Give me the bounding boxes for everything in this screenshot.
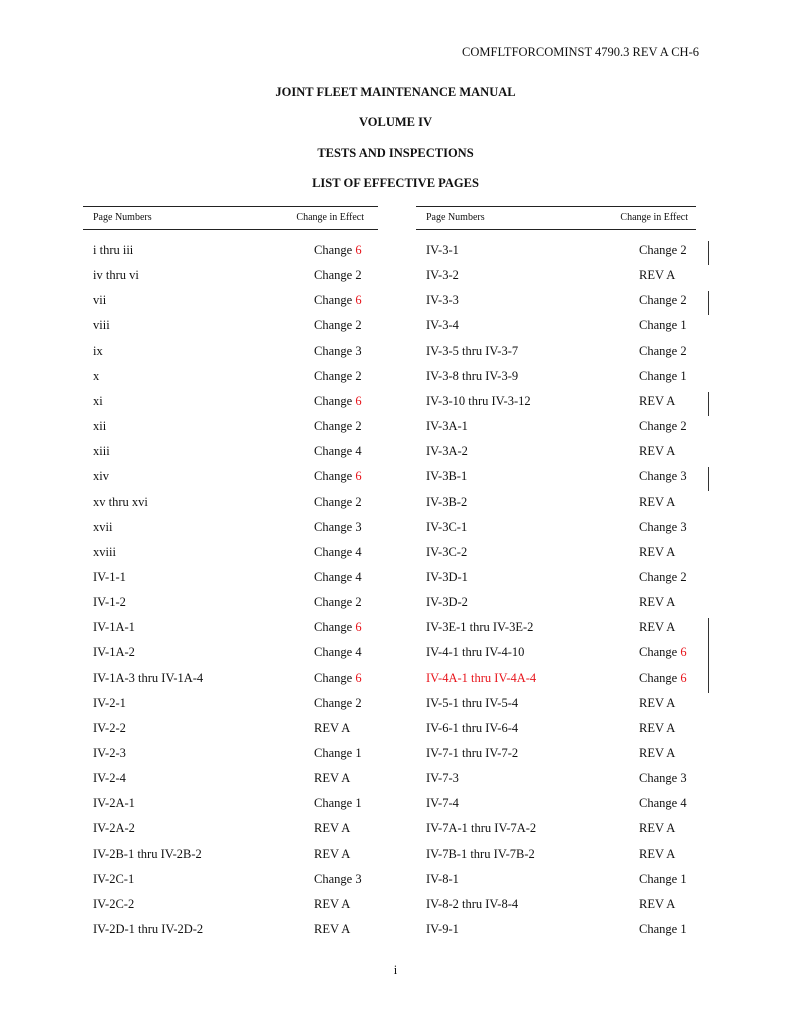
list-item — [83, 696, 378, 716]
change-status — [314, 545, 362, 560]
change-label: REV A — [314, 846, 351, 861]
list-item — [416, 595, 696, 615]
page-range: IV-4-1 thru IV-4-10 — [426, 645, 525, 660]
change-status — [639, 821, 675, 836]
change-label: REV A — [639, 720, 676, 735]
list-item — [416, 721, 696, 741]
change-status — [639, 746, 675, 761]
document-header: COMFLTFORCOMINST 4790.3 REV A CH-6 — [462, 45, 699, 59]
list-title: LIST OF EFFECTIVE PAGES — [312, 176, 479, 190]
change-label: REV A — [314, 922, 351, 937]
change-status — [314, 746, 362, 761]
change-status — [314, 922, 350, 937]
change-status — [314, 796, 362, 811]
change-number: 2 — [680, 419, 687, 434]
change-status — [639, 922, 687, 937]
change-status — [314, 520, 362, 535]
list-item — [416, 520, 696, 540]
page-numbers-heading: Page Numbers — [426, 212, 485, 223]
list-item — [416, 922, 696, 942]
change-label: Change — [639, 796, 678, 811]
change-status — [639, 293, 687, 308]
change-label: Change — [314, 293, 353, 308]
list-item — [83, 293, 378, 313]
change-number: 3 — [680, 469, 687, 484]
change-status — [639, 444, 675, 459]
page-range: IV-3C-1 — [426, 519, 468, 534]
change-label: Change — [314, 544, 353, 559]
change-number: 6 — [355, 243, 362, 257]
change-number: 3 — [355, 519, 362, 534]
list-item — [83, 545, 378, 565]
list-item — [416, 469, 696, 489]
page-range: IV-8-2 thru IV-8-4 — [426, 896, 519, 911]
change-number: 1 — [355, 796, 362, 811]
page-range: iv thru vi — [93, 268, 139, 283]
list-item — [83, 394, 378, 414]
list-item — [416, 897, 696, 917]
change-label: Change — [314, 243, 353, 257]
change-status — [314, 721, 350, 736]
change-status — [639, 796, 687, 811]
change-label: REV A — [639, 846, 676, 861]
change-label: Change — [314, 519, 353, 534]
change-label: Change — [314, 368, 353, 383]
change-status — [314, 645, 362, 660]
change-label: Change — [314, 419, 353, 434]
list-item — [83, 746, 378, 766]
change-status — [314, 872, 362, 887]
change-number: 1 — [355, 746, 362, 760]
change-status — [639, 620, 675, 635]
page-range: IV-8-1 — [426, 871, 459, 886]
change-status — [314, 469, 362, 484]
change-label: Change — [314, 393, 353, 408]
list-item — [83, 922, 378, 942]
page-range: IV-1A-3 thru IV-1A-4 — [93, 670, 204, 685]
change-label: Change — [314, 620, 353, 635]
change-label: REV A — [639, 620, 676, 635]
change-label: Change — [639, 645, 678, 660]
change-number: 3 — [680, 771, 687, 786]
change-status — [639, 671, 687, 686]
change-label: Change — [639, 922, 678, 937]
change-label: Change — [639, 368, 678, 383]
change-bar — [708, 618, 709, 693]
change-status — [314, 620, 362, 635]
change-number: 4 — [355, 645, 362, 660]
list-item — [416, 444, 696, 464]
change-number: 2 — [355, 268, 362, 283]
list-item — [83, 268, 378, 288]
change-status — [639, 419, 687, 434]
change-number: 6 — [355, 620, 362, 635]
change-number: 4 — [355, 444, 362, 459]
change-number: 1 — [680, 922, 687, 937]
page-range: IV-1-2 — [93, 595, 126, 610]
list-item — [416, 268, 696, 288]
change-in-effect-heading: Change in Effect — [296, 212, 364, 223]
page-range: IV-7A-1 thru IV-7A-2 — [426, 821, 537, 836]
change-label: REV A — [639, 896, 676, 911]
change-status — [314, 847, 350, 862]
change-number: 4 — [680, 796, 687, 811]
list-item — [416, 318, 696, 338]
page-range: IV-5-1 thru IV-5-4 — [426, 695, 519, 710]
change-status — [639, 771, 687, 786]
change-number: 3 — [355, 871, 362, 886]
change-status — [314, 419, 362, 434]
change-status — [314, 444, 362, 459]
page-range: ix — [93, 343, 103, 358]
list-item — [416, 293, 696, 313]
change-status — [639, 645, 687, 660]
change-label: Change — [639, 293, 678, 308]
list-item — [83, 495, 378, 515]
manual-title: JOINT FLEET MAINTENANCE MANUAL — [275, 85, 516, 99]
change-label: Change — [314, 469, 353, 484]
list-item — [416, 369, 696, 389]
change-status — [314, 821, 350, 836]
page-range: IV-3-1 — [426, 243, 459, 257]
page-numbers-heading: Page Numbers — [93, 212, 152, 223]
change-label: Change — [639, 469, 678, 484]
change-label: Change — [314, 695, 353, 710]
list-item — [83, 771, 378, 791]
list-item — [416, 821, 696, 841]
change-label: REV A — [639, 494, 676, 509]
change-number: 6 — [680, 670, 687, 685]
page-range: IV-7-1 thru IV-7-2 — [426, 746, 519, 760]
page-range: xiv — [93, 469, 109, 484]
change-status — [314, 897, 350, 912]
list-item — [83, 847, 378, 867]
page-range: IV-3D-1 — [426, 569, 468, 584]
change-status — [314, 293, 362, 308]
page-range: IV-9-1 — [426, 922, 459, 937]
change-number: 2 — [355, 368, 362, 383]
page-range: IV-2-1 — [93, 695, 126, 710]
list-item — [416, 545, 696, 565]
page-range: IV-3-8 thru IV-3-9 — [426, 368, 519, 383]
page-range: IV-3-2 — [426, 268, 459, 283]
list-item — [83, 620, 378, 640]
page-range: IV-2B-1 thru IV-2B-2 — [93, 846, 202, 861]
change-status — [314, 570, 362, 585]
list-item — [416, 570, 696, 590]
page-range: IV-2D-1 thru IV-2D-2 — [93, 922, 204, 937]
change-number: 2 — [355, 595, 362, 610]
change-label: REV A — [314, 821, 351, 836]
change-status — [639, 268, 675, 283]
list-item — [416, 771, 696, 791]
change-number: 2 — [680, 293, 687, 308]
change-label: REV A — [639, 393, 676, 408]
change-label: Change — [314, 871, 353, 886]
list-item — [83, 243, 378, 263]
page-range: IV-2A-2 — [93, 821, 135, 836]
page-range: xii — [93, 419, 107, 434]
page-range: IV-2-4 — [93, 771, 126, 786]
change-status — [639, 495, 675, 510]
change-label: REV A — [314, 720, 351, 735]
list-item — [416, 746, 696, 766]
page-range: xvii — [93, 519, 113, 534]
page-range: IV-1-1 — [93, 569, 126, 584]
left-column — [83, 206, 378, 937]
change-label: Change — [314, 595, 353, 610]
change-label: Change — [314, 268, 353, 283]
change-label: Change — [314, 343, 353, 358]
subject-title: TESTS AND INSPECTIONS — [317, 146, 474, 160]
change-number: 2 — [355, 695, 362, 710]
change-number: 3 — [680, 519, 687, 534]
page-range: IV-7-3 — [426, 771, 459, 786]
change-label: REV A — [639, 746, 676, 760]
change-label: Change — [314, 796, 353, 811]
change-label: REV A — [639, 821, 676, 836]
change-bar — [708, 291, 709, 315]
list-item — [416, 243, 696, 263]
change-number: 4 — [355, 569, 362, 584]
list-item — [416, 847, 696, 867]
page-range: IV-3-10 thru IV-3-12 — [426, 393, 531, 408]
change-label: Change — [314, 746, 353, 760]
change-label: REV A — [639, 444, 676, 459]
change-status — [639, 897, 675, 912]
right-column — [416, 206, 696, 937]
change-status — [639, 520, 687, 535]
page-range: IV-2A-1 — [93, 796, 135, 811]
list-item — [83, 344, 378, 364]
change-status — [314, 696, 362, 711]
change-status — [639, 595, 675, 610]
change-status — [314, 771, 350, 786]
change-label: REV A — [639, 595, 676, 610]
page-range: xv thru xvi — [93, 494, 148, 509]
change-number: 6 — [355, 670, 362, 685]
page-range: IV-2C-2 — [93, 896, 135, 911]
page-range: IV-3D-2 — [426, 595, 468, 610]
change-label: Change — [314, 494, 353, 509]
list-item — [83, 645, 378, 665]
change-status — [639, 721, 675, 736]
page-range: IV-3B-1 — [426, 469, 468, 484]
page-range: IV-1A-1 — [93, 620, 135, 635]
list-item — [83, 595, 378, 615]
change-bar — [708, 467, 709, 491]
left-column-header — [83, 206, 378, 230]
list-item — [83, 796, 378, 816]
change-number: 1 — [680, 871, 687, 886]
list-item — [83, 821, 378, 841]
list-item — [416, 344, 696, 364]
change-status — [639, 369, 687, 384]
page-range: IV-3-5 thru IV-3-7 — [426, 343, 519, 358]
page-range: xi — [93, 393, 103, 408]
page-range: IV-3A-2 — [426, 444, 468, 459]
page-range: IV-6-1 thru IV-6-4 — [426, 720, 519, 735]
page-range: IV-2-2 — [93, 720, 126, 735]
page-number: i — [393, 963, 398, 977]
change-status — [639, 394, 675, 409]
page-range: x — [93, 368, 100, 383]
change-label: Change — [314, 318, 353, 333]
list-item — [83, 444, 378, 464]
change-status — [639, 318, 687, 333]
change-status — [314, 344, 362, 359]
change-label: REV A — [639, 695, 676, 710]
list-item — [83, 570, 378, 590]
change-status — [639, 847, 675, 862]
change-bar — [708, 241, 709, 265]
change-bar — [708, 392, 709, 416]
change-number: 2 — [355, 318, 362, 333]
page-range: xiii — [93, 444, 110, 459]
change-number: 1 — [680, 368, 687, 383]
page-range: IV-3A-1 — [426, 419, 468, 434]
list-item — [416, 872, 696, 892]
change-status — [639, 872, 687, 887]
page-range: IV-2-3 — [93, 746, 126, 760]
change-number: 1 — [680, 318, 687, 333]
change-number: 3 — [355, 343, 362, 358]
change-number: 6 — [355, 293, 362, 308]
change-status — [314, 369, 362, 384]
page-range: IV-4A-1 thru IV-4A-4 — [426, 670, 537, 685]
list-item — [83, 520, 378, 540]
list-item — [416, 620, 696, 640]
change-number: 2 — [355, 494, 362, 509]
change-label: Change — [639, 670, 678, 685]
list-item — [416, 671, 696, 691]
list-item — [83, 671, 378, 691]
list-item — [416, 645, 696, 665]
page-range: IV-3B-2 — [426, 494, 468, 509]
change-label: Change — [314, 670, 353, 685]
page-range: IV-3E-1 thru IV-3E-2 — [426, 620, 534, 635]
page-range: IV-3C-2 — [426, 544, 468, 559]
change-status — [314, 595, 362, 610]
change-status — [639, 696, 675, 711]
page-range: IV-1A-2 — [93, 645, 135, 660]
change-number: 6 — [355, 469, 362, 484]
change-label: Change — [639, 519, 678, 534]
change-label: REV A — [314, 771, 351, 786]
page-range: IV-3-4 — [426, 318, 459, 333]
change-label: Change — [639, 419, 678, 434]
page-range: IV-7-4 — [426, 796, 459, 811]
change-status — [314, 268, 362, 283]
change-status — [639, 344, 687, 359]
change-number: 2 — [355, 419, 362, 434]
volume-title: VOLUME IV — [358, 115, 433, 129]
list-item — [83, 897, 378, 917]
change-label: Change — [314, 444, 353, 459]
change-status — [314, 394, 362, 409]
page-range: i thru iii — [93, 243, 134, 257]
change-label: Change — [314, 569, 353, 584]
list-item — [83, 419, 378, 439]
change-label: Change — [639, 243, 678, 257]
page-range: IV-3-3 — [426, 293, 459, 308]
list-item — [83, 318, 378, 338]
right-column-header — [416, 206, 696, 230]
change-number: 2 — [680, 243, 687, 257]
change-status — [314, 243, 362, 258]
change-label: Change — [314, 645, 353, 660]
page-range: xviii — [93, 544, 116, 559]
change-number: 4 — [355, 544, 362, 559]
change-label: REV A — [314, 896, 351, 911]
change-number: 2 — [680, 343, 687, 358]
list-item — [416, 495, 696, 515]
page-range: IV-7B-1 thru IV-7B-2 — [426, 846, 535, 861]
change-status — [314, 671, 362, 686]
list-item — [416, 394, 696, 414]
list-item — [416, 419, 696, 439]
page-range: viii — [93, 318, 110, 333]
list-item — [83, 872, 378, 892]
change-status — [639, 545, 675, 560]
change-label: Change — [639, 771, 678, 786]
list-item — [83, 369, 378, 389]
change-number: 2 — [680, 569, 687, 584]
change-in-effect-heading: Change in Effect — [620, 212, 688, 223]
change-label: REV A — [639, 268, 676, 283]
change-label: Change — [639, 871, 678, 886]
change-status — [314, 495, 362, 510]
change-status — [639, 570, 687, 585]
change-label: Change — [639, 318, 678, 333]
change-status — [639, 243, 687, 258]
list-item — [416, 696, 696, 716]
change-status — [639, 469, 687, 484]
change-number: 6 — [680, 645, 687, 660]
list-item — [416, 796, 696, 816]
change-status — [314, 318, 362, 333]
page-range: vii — [93, 293, 107, 308]
list-item — [83, 469, 378, 489]
page-range: IV-2C-1 — [93, 871, 135, 886]
change-label: REV A — [639, 544, 676, 559]
change-label: Change — [639, 569, 678, 584]
change-label: Change — [639, 343, 678, 358]
list-item — [83, 721, 378, 741]
change-number: 6 — [355, 393, 362, 408]
